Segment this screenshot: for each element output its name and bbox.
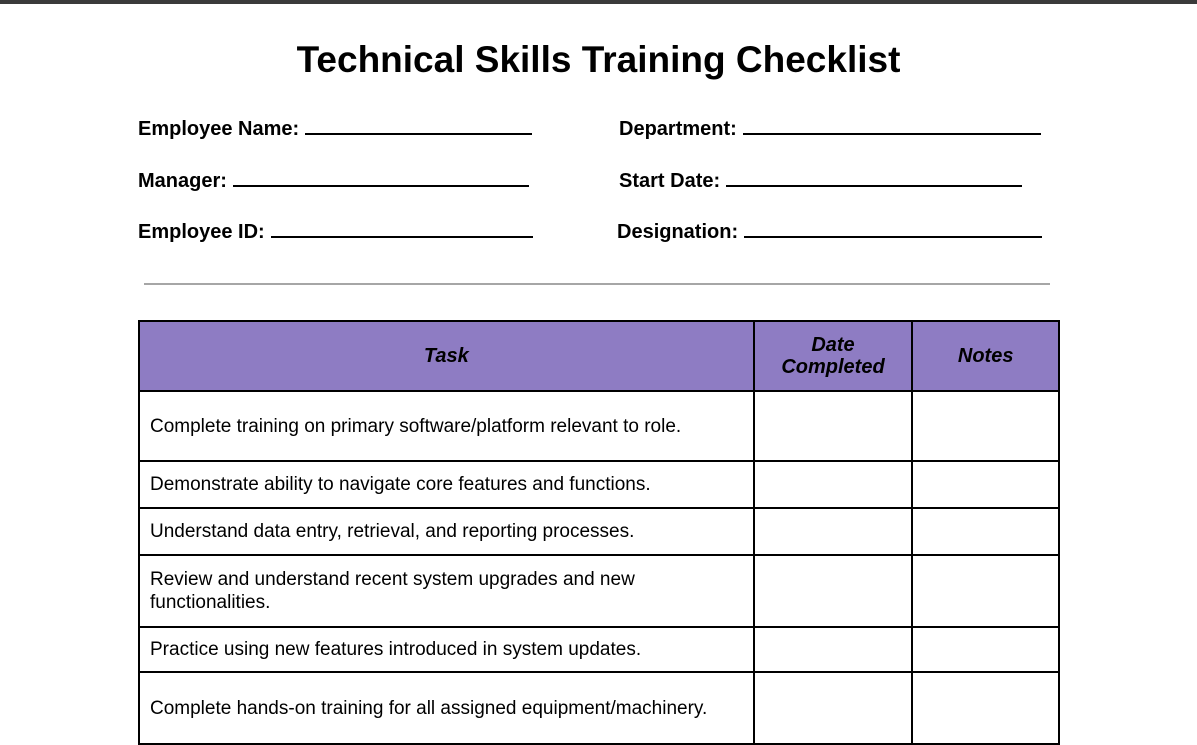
manager-field (138, 167, 529, 193)
page-title: Technical Skills Training Checklist (296, 39, 901, 80)
department-label: Department: (619, 118, 737, 140)
header-date-completed: Date Completed (754, 321, 913, 391)
table-row (139, 672, 1059, 744)
start-date-label: Start Date: (619, 170, 721, 192)
table-row (139, 508, 1059, 555)
task-cell: Demonstrate ability to navigate core features and functions. (139, 461, 754, 508)
training-checklist-table (138, 320, 1060, 745)
date-completed-cell[interactable] (754, 672, 913, 744)
date-completed-cell[interactable] (754, 391, 913, 461)
header-notes: Notes (912, 321, 1059, 391)
table-header-row (139, 321, 1059, 391)
date-completed-cell[interactable] (754, 555, 913, 627)
section-divider (144, 283, 1050, 285)
manager-input-line[interactable] (233, 167, 529, 187)
task-cell: Complete training on primary software/platform relevant to role. (139, 391, 754, 461)
task-cell: Understand data entry, retrieval, and reporting processes. (139, 508, 754, 555)
header-task: Task (139, 321, 754, 391)
employee-name-field (138, 115, 532, 141)
department-field (619, 115, 1041, 141)
date-completed-cell[interactable] (754, 627, 913, 672)
notes-cell[interactable] (912, 672, 1059, 744)
table-row (139, 461, 1059, 508)
employee-id-label: Employee ID: (138, 221, 265, 243)
date-completed-cell[interactable] (754, 508, 913, 555)
table-row (139, 555, 1059, 627)
notes-cell[interactable] (912, 627, 1059, 672)
start-date-input-line[interactable] (726, 167, 1022, 187)
employee-name-input-line[interactable] (305, 115, 532, 135)
start-date-field (619, 167, 1022, 193)
designation-field (617, 218, 1042, 244)
employee-id-input-line[interactable] (271, 218, 533, 238)
table-row (139, 627, 1059, 672)
manager-label: Manager: (138, 170, 227, 192)
notes-cell[interactable] (912, 508, 1059, 555)
department-input-line[interactable] (743, 115, 1041, 135)
date-completed-cell[interactable] (754, 461, 913, 508)
designation-label: Designation: (617, 221, 739, 243)
notes-cell[interactable] (912, 391, 1059, 461)
employee-name-label: Employee Name: (138, 118, 300, 140)
table-row (139, 391, 1059, 461)
employee-id-field (138, 218, 533, 244)
task-cell: Review and understand recent system upgrades and new functionalities. (139, 555, 754, 627)
task-cell: Complete hands-on training for all assigned equipment/machinery. (139, 672, 754, 744)
notes-cell[interactable] (912, 461, 1059, 508)
task-cell: Practice using new features introduced in system updates. (139, 627, 754, 672)
designation-input-line[interactable] (744, 218, 1042, 238)
notes-cell[interactable] (912, 555, 1059, 627)
